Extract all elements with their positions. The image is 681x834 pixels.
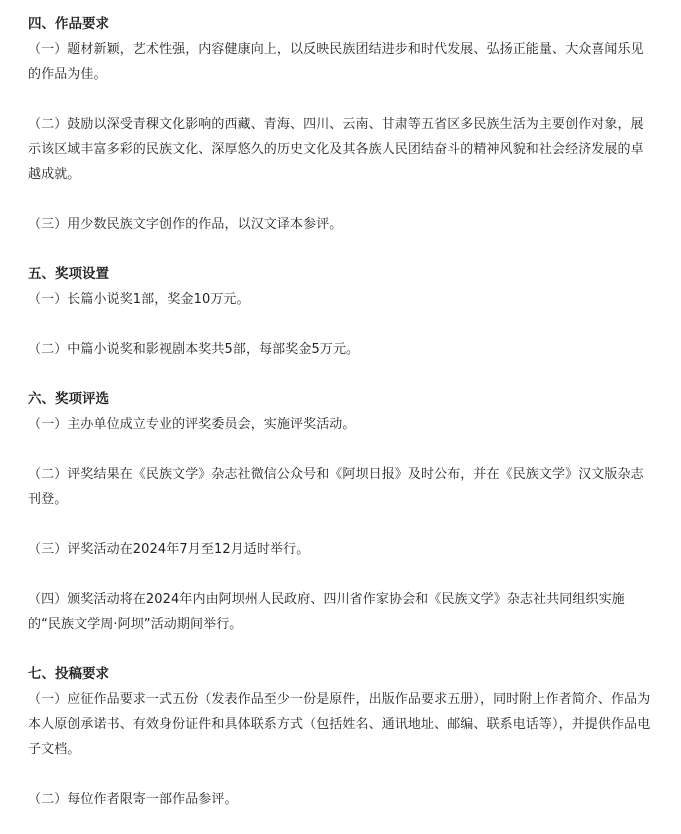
- section-submission: [28, 662, 653, 812]
- section-awards: [28, 262, 653, 387]
- paragraph-spacer: [28, 87, 653, 112]
- section-title: 五、奖项设置: [28, 266, 109, 282]
- paragraph-spacer: [28, 237, 653, 262]
- paragraph-spacer: [28, 762, 653, 787]
- paragraph: （二）中篇小说奖和影视剧本奖共5部，每部奖金5万元。: [28, 342, 360, 357]
- paragraph: （二）鼓励以深受青稞文化影响的西藏、青海、四川、云南、甘肃等五省区多民族生活为主要创作对象，展示该区域丰富多彩的民族文化、深厚悠久的历史文化及其各族人民团结奋斗的精神风貌和社会经济发展的卓越成就。: [28, 117, 644, 182]
- paragraph-spacer: [28, 437, 653, 462]
- section-evaluation: [28, 387, 653, 662]
- paragraph: （一）题材新颖，艺术性强，内容健康向上，以反映民族团结进步和时代发展、弘扬正能量、大众喜闻乐见的作品为佳。: [28, 42, 644, 82]
- section-title: 六、奖项评选: [28, 391, 109, 407]
- paragraph: （四）颁奖活动将在2024年内由阿坝州人民政府、四川省作家协会和《民族文学》杂志社共同组织实施的“民族文学周·阿坝”活动期间举行。: [28, 592, 625, 632]
- paragraph: （二）每位作者限寄一部作品参评。: [28, 792, 238, 807]
- paragraph: （二）评奖结果在《民族文学》杂志社微信公众号和《阿坝日报》及时公布，并在《民族文学》汉文版杂志刊登。: [28, 467, 644, 507]
- paragraph-spacer: [28, 637, 653, 662]
- paragraph-spacer: [28, 362, 653, 387]
- paragraph-spacer: [28, 562, 653, 587]
- paragraph-spacer: [28, 312, 653, 337]
- section-title: 四、作品要求: [28, 16, 109, 32]
- section-title: 七、投稿要求: [28, 666, 109, 682]
- paragraph: （三）评奖活动在2024年7月至12月适时举行。: [28, 542, 310, 557]
- paragraph: （一）主办单位成立专业的评奖委员会，实施评奖活动。: [28, 417, 356, 432]
- paragraph-spacer: [28, 512, 653, 537]
- paragraph: （一）应征作品要求一式五份（发表作品至少一份是原件，出版作品要求五册），同时附上作者简介、作品为本人原创承诺书、有效身份证件和具体联系方式（包括姓名、通讯地址、邮编、联系电话等），并提供作品电子文档。: [28, 692, 651, 757]
- paragraph: （一）长篇小说奖1部，奖金10万元。: [28, 292, 250, 307]
- section-requirements: [28, 12, 653, 262]
- paragraph: （三）用少数民族文字创作的作品，以汉文译本参评。: [28, 217, 343, 232]
- paragraph-spacer: [28, 187, 653, 212]
